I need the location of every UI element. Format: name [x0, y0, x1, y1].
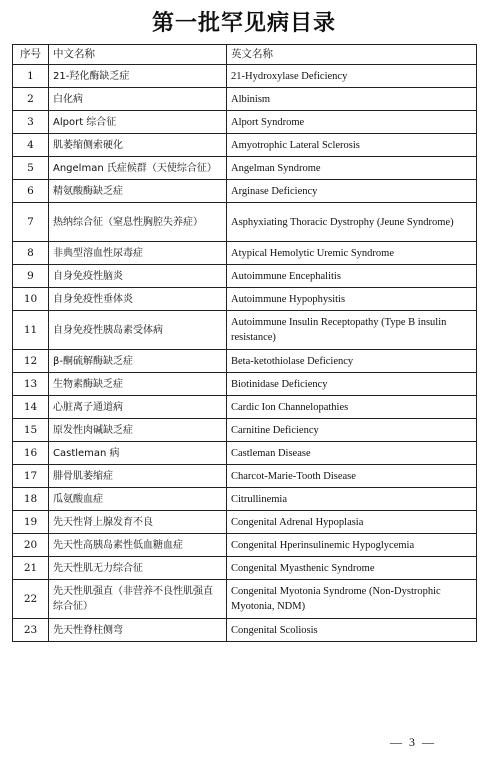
row-number: 16	[13, 442, 49, 465]
chinese-name: 精氨酸酶缺乏症	[49, 180, 227, 203]
row-number: 19	[13, 511, 49, 534]
row-number: 15	[13, 419, 49, 442]
english-name: Charcot-Marie-Tooth Disease	[227, 465, 477, 488]
english-name: Carnitine Deficiency	[227, 419, 477, 442]
row-number: 13	[13, 373, 49, 396]
english-name: Congenital Myasthenic Syndrome	[227, 557, 477, 580]
chinese-name: 非典型溶血性尿毒症	[49, 242, 227, 265]
english-name: Arginase Deficiency	[227, 180, 477, 203]
chinese-name: 自身免疫性脑炎	[49, 265, 227, 288]
chinese-name: 先天性脊柱侧弯	[49, 619, 227, 642]
table-row	[13, 488, 477, 511]
row-number: 6	[13, 180, 49, 203]
table-row	[13, 111, 477, 134]
table-row	[13, 534, 477, 557]
english-name: Citrullinemia	[227, 488, 477, 511]
chinese-name: 先天性肌无力综合征	[49, 557, 227, 580]
row-number: 7	[13, 203, 49, 242]
row-number: 12	[13, 350, 49, 373]
page-title: 第一批罕见病目录	[151, 10, 336, 36]
row-number: 22	[13, 580, 49, 619]
english-name: Albinism	[227, 88, 477, 111]
chinese-name: Alport 综合征	[49, 111, 227, 134]
english-name: Autoimmune Insulin Receptopathy (Type B insulin resistance)	[227, 311, 477, 350]
table-row	[13, 511, 477, 534]
row-number: 1	[13, 65, 49, 88]
english-name: Beta-ketothiolase Deficiency	[227, 350, 477, 373]
table-header-row	[13, 45, 477, 65]
english-name: 21-Hydroxylase Deficiency	[227, 65, 477, 88]
english-name: Congenital Adrenal Hypoplasia	[227, 511, 477, 534]
chinese-name: 原发性肉碱缺乏症	[49, 419, 227, 442]
chinese-name: 白化病	[49, 88, 227, 111]
chinese-name: 先天性肾上腺发育不良	[49, 511, 227, 534]
table-row	[13, 242, 477, 265]
english-name: Angelman Syndrome	[227, 157, 477, 180]
table-row	[13, 288, 477, 311]
row-number: 14	[13, 396, 49, 419]
chinese-name: 21-羟化酶缺乏症	[49, 65, 227, 88]
table-row	[13, 65, 477, 88]
chinese-name: Angelman 氏症候群（天使综合征）	[49, 157, 227, 180]
row-number: 9	[13, 265, 49, 288]
page-number: — 3 —	[390, 735, 436, 749]
chinese-name: 自身免疫性垂体炎	[49, 288, 227, 311]
table-row	[13, 203, 477, 242]
row-number: 23	[13, 619, 49, 642]
row-number: 4	[13, 134, 49, 157]
row-number: 5	[13, 157, 49, 180]
table-row	[13, 557, 477, 580]
table-row	[13, 265, 477, 288]
column-header-en: 英文名称	[227, 45, 477, 65]
row-number: 21	[13, 557, 49, 580]
table-row	[13, 442, 477, 465]
row-number: 17	[13, 465, 49, 488]
row-number: 11	[13, 311, 49, 350]
chinese-name: β-酮硫解酶缺乏症	[49, 350, 227, 373]
table-row	[13, 180, 477, 203]
row-number: 8	[13, 242, 49, 265]
english-name: Asphyxiating Thoracic Dystrophy (Jeune Syndrome)	[227, 203, 477, 242]
table-row	[13, 580, 477, 619]
row-number: 2	[13, 88, 49, 111]
row-number: 20	[13, 534, 49, 557]
english-name: Autoimmune Encephalitis	[227, 265, 477, 288]
table-row	[13, 619, 477, 642]
english-name: Castleman Disease	[227, 442, 477, 465]
chinese-name: 心脏离子通道病	[49, 396, 227, 419]
rare-disease-table	[12, 44, 477, 642]
chinese-name: 先天性肌强直（非营养不良性肌强直综合征）	[49, 580, 227, 619]
chinese-name: 自身免疫性胰岛素受体病	[49, 311, 227, 350]
english-name: Biotinidase Deficiency	[227, 373, 477, 396]
english-name: Congenital Myotonia Syndrome (Non-Dystrophic Myotonia, NDM)	[227, 580, 477, 619]
english-name: Congenital Scoliosis	[227, 619, 477, 642]
chinese-name: 腓骨肌萎缩症	[49, 465, 227, 488]
chinese-name: Castleman 病	[49, 442, 227, 465]
table-row	[13, 350, 477, 373]
english-name: Atypical Hemolytic Uremic Syndrome	[227, 242, 477, 265]
table-row	[13, 134, 477, 157]
row-number: 3	[13, 111, 49, 134]
table-row	[13, 157, 477, 180]
table-row	[13, 419, 477, 442]
table-row	[13, 88, 477, 111]
chinese-name: 肌萎缩侧索硬化	[49, 134, 227, 157]
chinese-name: 先天性高胰岛素性低血糖血症	[49, 534, 227, 557]
chinese-name: 热纳综合征（窒息性胸腔失养症）	[49, 203, 227, 242]
english-name: Autoimmune Hypophysitis	[227, 288, 477, 311]
table-body	[13, 65, 477, 642]
english-name: Alport Syndrome	[227, 111, 477, 134]
table-row	[13, 311, 477, 350]
english-name: Cardic Ion Channelopathies	[227, 396, 477, 419]
english-name: Amyotrophic Lateral Sclerosis	[227, 134, 477, 157]
table-row	[13, 396, 477, 419]
row-number: 10	[13, 288, 49, 311]
english-name: Congenital Hperinsulinemic Hypoglycemia	[227, 534, 477, 557]
chinese-name: 瓜氨酸血症	[49, 488, 227, 511]
column-header-zh: 中文名称	[49, 45, 227, 65]
table-row	[13, 465, 477, 488]
row-number: 18	[13, 488, 49, 511]
chinese-name: 生物素酶缺乏症	[49, 373, 227, 396]
column-header-no: 序号	[13, 45, 49, 65]
table-row	[13, 373, 477, 396]
